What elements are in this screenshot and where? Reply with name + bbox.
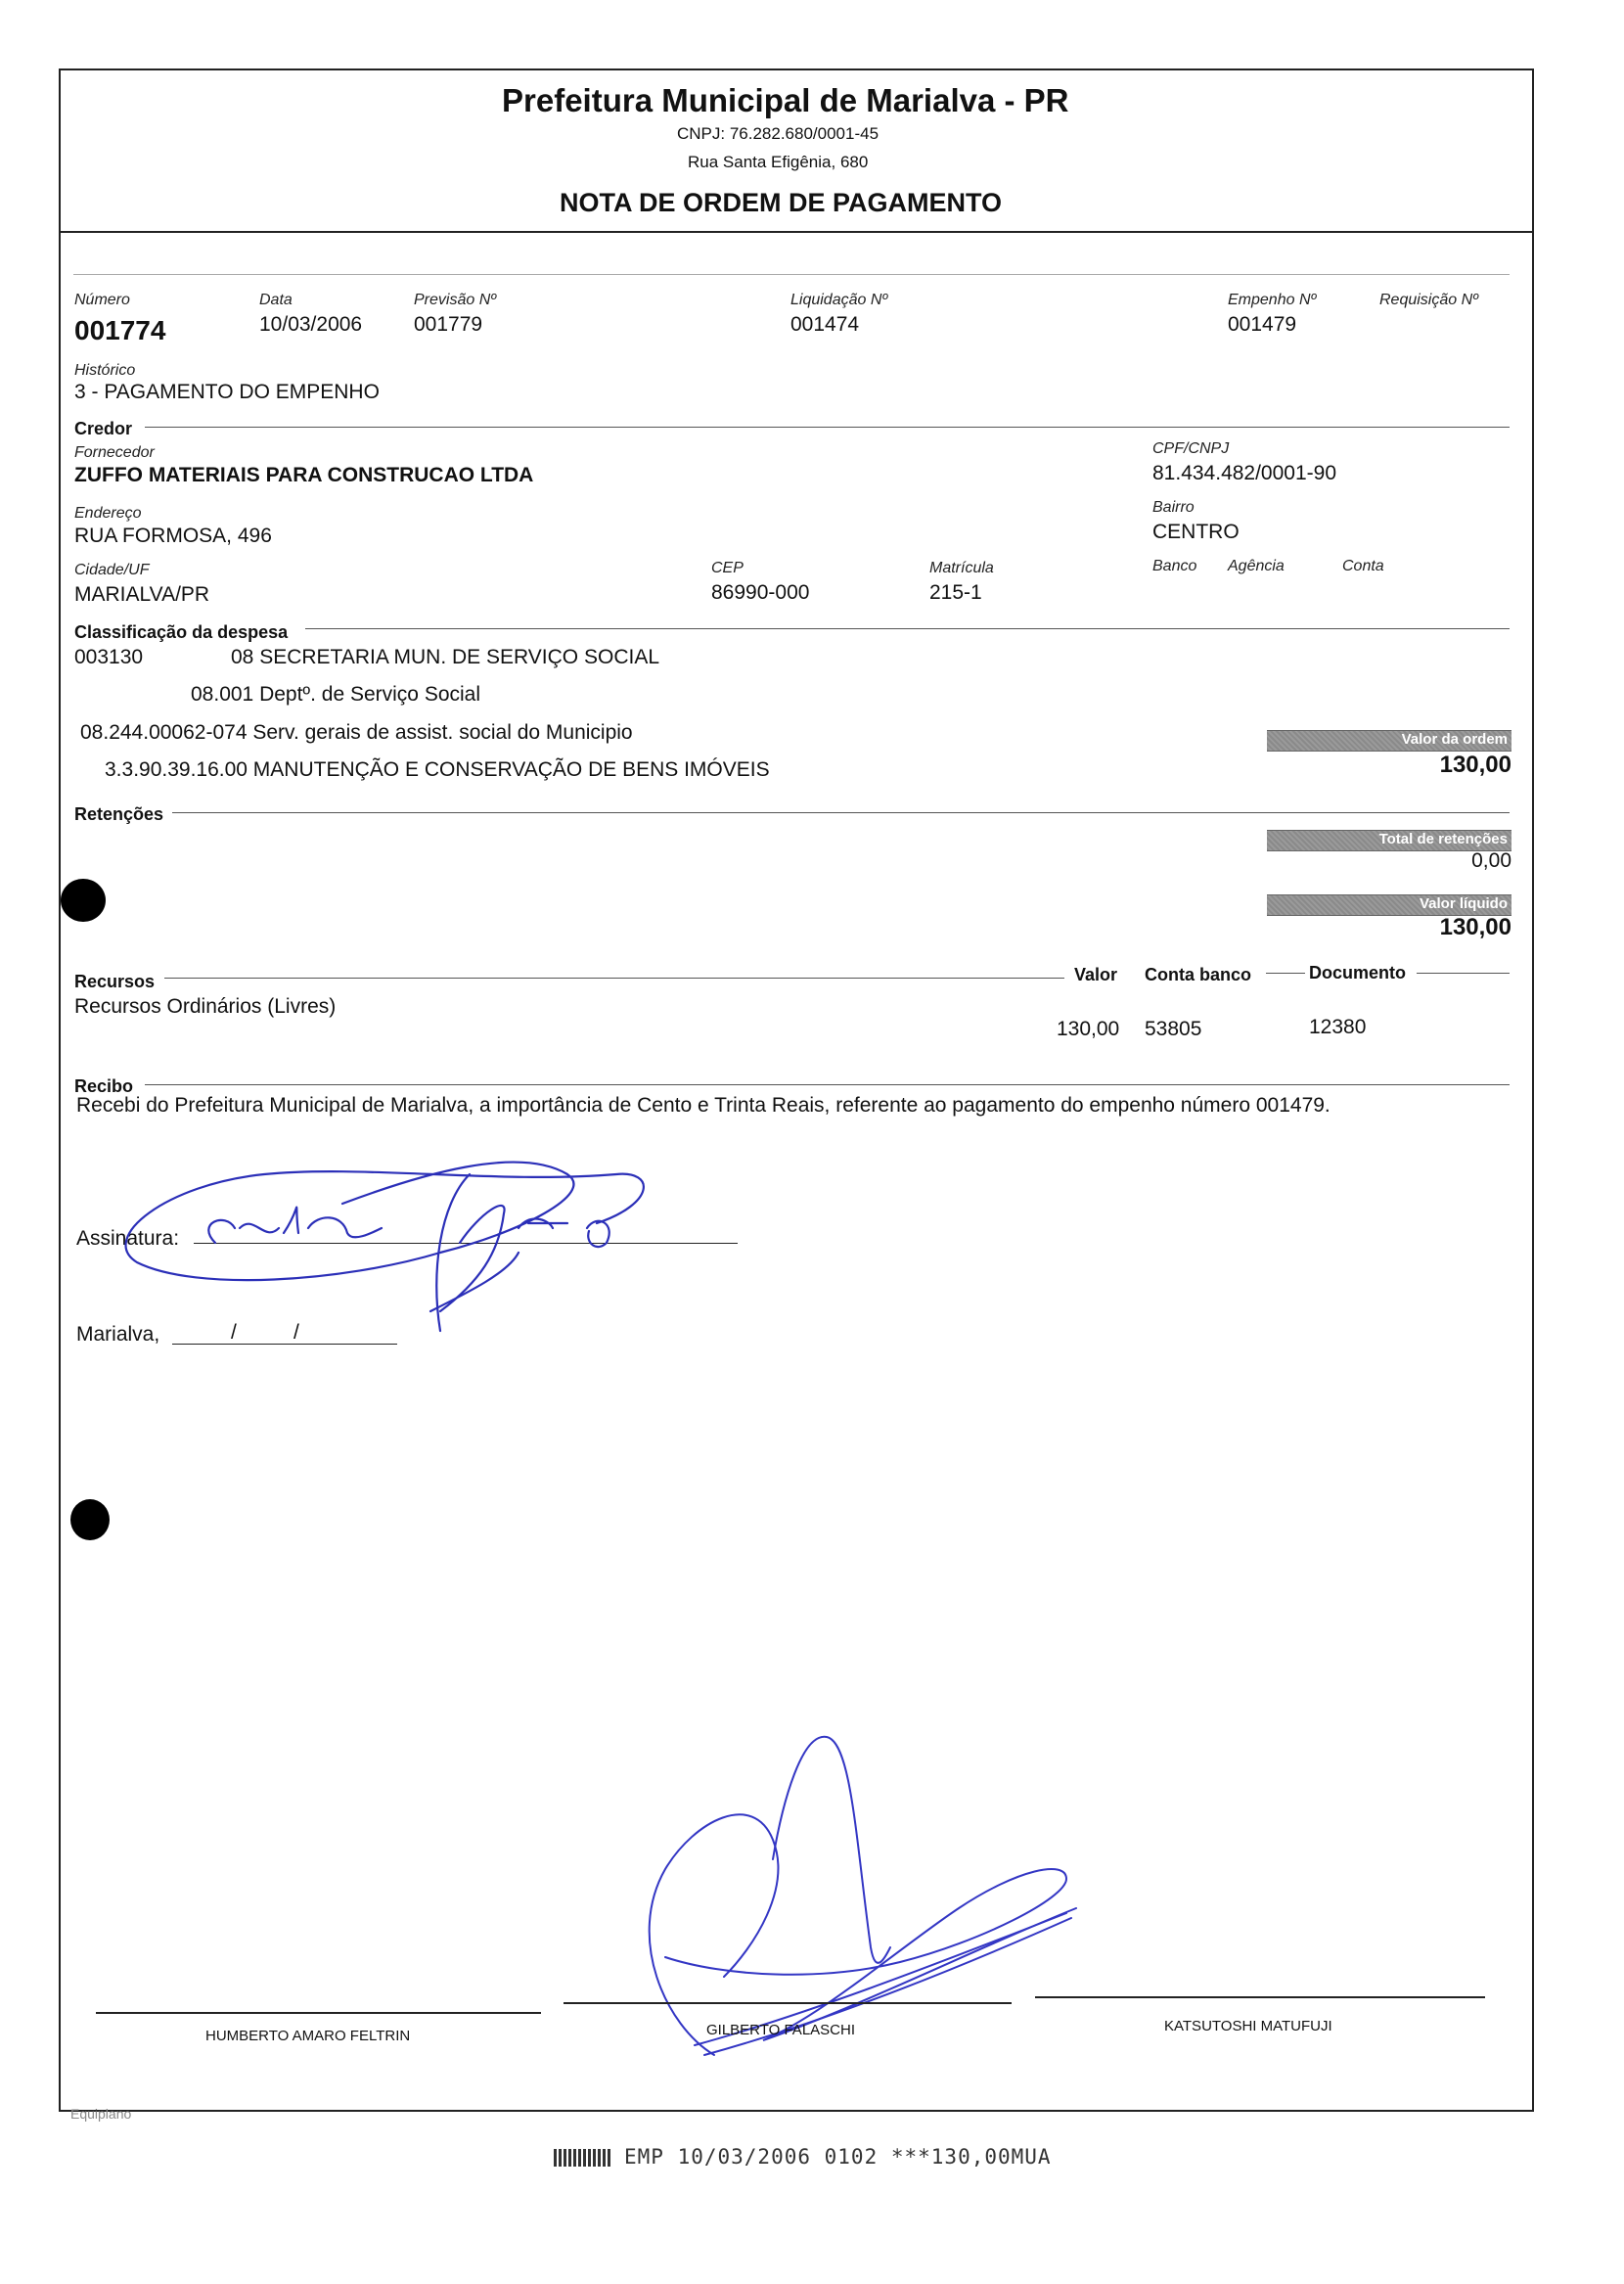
matricula-label: Matrícula <box>929 560 994 576</box>
signatory-2-name: GILBERTO FALASCHI <box>706 2022 855 2038</box>
recibo-text: Recebi do Prefeitura Municipal de Marialva, a importância de Cento e Trinta Reais, referente ao pagamento do empenho número 001479. <box>76 1094 1331 1117</box>
previsao-label: Previsão Nº <box>414 292 497 308</box>
total-retencoes-value: 0,00 <box>1471 849 1511 872</box>
date-blank-line <box>172 1344 397 1345</box>
retencoes-section-title: Retenções <box>74 804 164 824</box>
bairro-value: CENTRO <box>1152 521 1240 543</box>
liquidacao-label: Liquidação Nº <box>790 292 888 308</box>
elemento-text: 3.3.90.39.16.00 MANUTENÇÃO E CONSERVAÇÃO DE BENS IMÓVEIS <box>105 758 770 781</box>
signatory-1-name: HUMBERTO AMARO FELTRIN <box>205 2028 411 2044</box>
requisicao-label: Requisição Nº <box>1379 292 1478 308</box>
footer-brand: Equiplano <box>70 2106 132 2122</box>
bank-processing-stamp <box>554 2145 1052 2169</box>
recibo-rule <box>145 1084 1510 1085</box>
punch-hole-bottom <box>70 1499 110 1540</box>
credor-section-title: Credor <box>74 419 133 438</box>
total-retencoes-label: Total de retenções <box>1378 831 1508 847</box>
secretaria-text: 08 SECRETARIA MUN. DE SERVIÇO SOCIAL <box>231 646 660 668</box>
cep-value: 86990-000 <box>711 581 810 604</box>
bairro-label: Bairro <box>1152 499 1195 516</box>
stamp-text: EMP 10/03/2006 0102 ***130,00MUA <box>624 2145 1052 2169</box>
numero-value: 001774 <box>74 315 166 345</box>
agencia-label: Agência <box>1228 558 1285 574</box>
receipt-signature-drawing <box>108 1135 675 1341</box>
valor-liquido-value: 130,00 <box>1439 914 1511 940</box>
recursos-conta-header: Conta banco <box>1145 965 1252 984</box>
historico-value: 3 - PAGAMENTO DO EMPENHO <box>74 381 380 403</box>
recursos-rule <box>164 978 1064 979</box>
ids-top-rule <box>73 274 1510 275</box>
liquidacao-value: 001474 <box>790 313 860 336</box>
signature-line-2 <box>564 2002 1012 2004</box>
address-line: Rua Santa Efigênia, 680 <box>688 153 869 171</box>
cidade-value: MARIALVA/PR <box>74 583 210 606</box>
banco-label: Banco <box>1152 558 1197 574</box>
data-value: 10/03/2006 <box>259 313 363 336</box>
classificacao-code: 003130 <box>74 646 144 668</box>
signatory-3-name: KATSUTOSHI MATUFUJI <box>1164 2018 1332 2034</box>
data-label: Data <box>259 292 293 308</box>
recursos-valor-header: Valor <box>1074 965 1118 984</box>
previsao-value: 001779 <box>414 313 483 336</box>
assinatura-label: Assinatura: <box>76 1227 180 1250</box>
empenho-value: 001479 <box>1228 313 1297 336</box>
classificacao-section-title: Classificação da despesa <box>74 622 289 642</box>
endereco-value: RUA FORMOSA, 496 <box>74 525 272 547</box>
signature-line-1 <box>96 2012 541 2014</box>
endereco-label: Endereço <box>74 505 142 522</box>
classificacao-rule <box>305 628 1510 629</box>
recursos-rule-mid <box>1266 973 1305 974</box>
fornecedor-label: Fornecedor <box>74 444 155 461</box>
cpf-value: 81.434.482/0001-90 <box>1152 462 1337 484</box>
cnpj-line: CNPJ: 76.282.680/0001-45 <box>677 124 880 143</box>
date-slash-1: / <box>231 1321 237 1344</box>
recursos-conta: 53805 <box>1145 1018 1202 1040</box>
stamp-barcode-icon <box>554 2149 612 2167</box>
credor-rule <box>145 427 1510 428</box>
valor-ordem-value: 130,00 <box>1439 752 1511 778</box>
cidade-label: Cidade/UF <box>74 562 150 578</box>
valor-ordem-label: Valor da ordem <box>1401 731 1508 748</box>
recursos-documento: 12380 <box>1309 1016 1367 1038</box>
departamento-text: 08.001 Deptº. de Serviço Social <box>191 683 481 706</box>
header-divider <box>59 231 1534 233</box>
valor-ordem-label-bar <box>1267 730 1511 752</box>
approval-signature-drawing <box>607 1722 1115 2065</box>
cep-label: CEP <box>711 560 744 576</box>
empenho-label: Empenho Nº <box>1228 292 1317 308</box>
recursos-descricao: Recursos Ordinários (Livres) <box>74 995 337 1018</box>
numero-label: Número <box>74 292 130 308</box>
programa-text: 08.244.00062-074 Serv. gerais de assist. social do Municipio <box>80 721 633 744</box>
document-title: NOTA DE ORDEM DE PAGAMENTO <box>560 188 1003 217</box>
punch-hole-top <box>61 879 106 922</box>
org-name: Prefeitura Municipal de Marialva - PR <box>502 82 1069 118</box>
historico-label: Histórico <box>74 362 136 379</box>
valor-liquido-label: Valor líquido <box>1419 895 1508 912</box>
cpf-label: CPF/CNPJ <box>1152 440 1230 457</box>
recursos-documento-header: Documento <box>1309 963 1406 982</box>
conta-label: Conta <box>1342 558 1384 574</box>
matricula-value: 215-1 <box>929 581 982 604</box>
recursos-rule-end <box>1417 973 1510 974</box>
retencoes-rule <box>172 812 1510 813</box>
fornecedor-value: ZUFFO MATERIAIS PARA CONSTRUCAO LTDA <box>74 464 534 486</box>
signature-line-3 <box>1035 1996 1485 1998</box>
valor-liquido-label-bar <box>1267 894 1511 916</box>
recursos-valor: 130,00 <box>1057 1018 1120 1040</box>
recursos-section-title: Recursos <box>74 972 156 991</box>
total-retencoes-label-bar <box>1267 830 1511 851</box>
recibo-section-title: Recibo <box>74 1076 134 1096</box>
local-date-label: Marialva, <box>76 1323 160 1346</box>
date-slash-2: / <box>293 1321 299 1344</box>
